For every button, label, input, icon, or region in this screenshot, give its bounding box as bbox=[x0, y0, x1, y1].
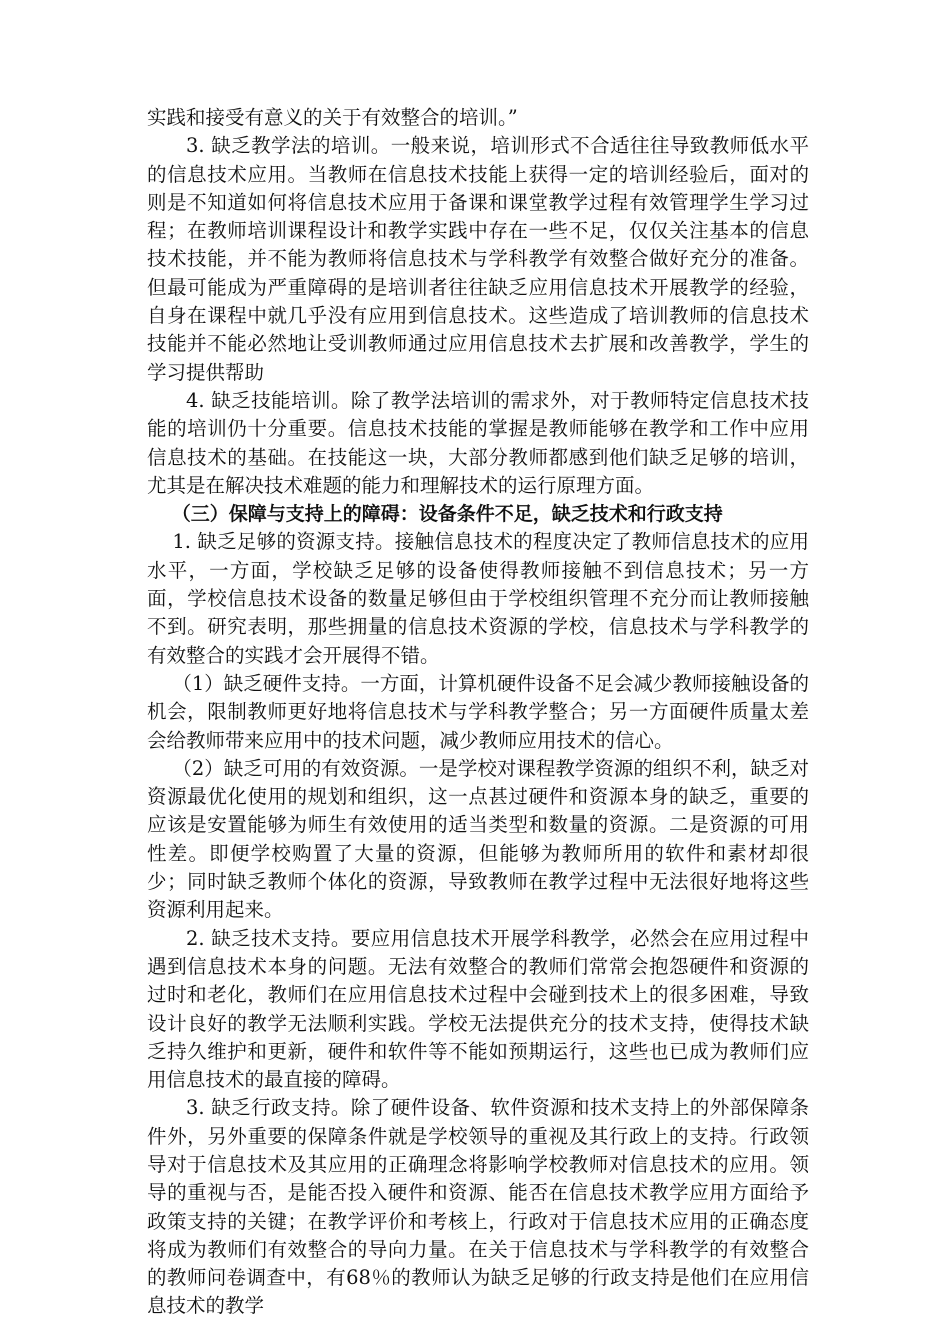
paragraph-continuation: 实践和接受有意义的关于有效整合的培训。” bbox=[147, 106, 518, 129]
paragraph-administrative-support: 3. 缺乏行政支持。除了硬件设备、软件资源和技术支持上的外部保障条件外，另外重要的保障条件就是学校领导的重视及其行政上的支持。行政领导对于信息技术及其应用的正确理念将影响学校教师对信息技术的应用。领导的重视与否，是能否投入硬件和资源、能否在信息技术教学应用方面给予政策支持的关键；在教学评价和考核上，行政对于信息技术应用的正确态度将成为教师们有效整合的导向力量。在关于信息技术与学科教学的有效整合的教师问卷调查中，有68％的教师认为缺乏足够的行政支持是他们在应用信息技术的教学 bbox=[147, 1096, 809, 1318]
paragraph-pedagogy-training: 3. 缺乏教学法的培训。一般来说，培训形式不合适往往导致教师低水平的信息技术应用。当教师在信息技术技能上获得一定的培训经验后，面对的则是不知道如何将信息技术应用于备课和课堂教学过程有效管理学生学习过程；在教师培训课程设计和教学实践中存在一些不足，仅仅关注基本的信息技术技能，并不能为教师将信息技术与学科教学有效整合做好充分的准备。但最可能成为严重障碍的是培训者往往缺乏应用信息技术开展教学的经验，自身在课程中就几乎没有应用到信息技术。这些造成了培训教师的信息技术技能并不能必然地让受训教师通过应用信息技术去扩展和改善教学，学生的学习提供帮助 bbox=[147, 134, 809, 384]
paragraph-resource-support: 1. 缺乏足够的资源支持。接触信息技术的程度决定了教师信息技术的应用水平，一方面，学校缺乏足够的设备使得教师接触不到信息技术；另一方面，学校信息技术设备的数量足够但由于学校组织管理不充分而让教师接触不到。研究表明，那些拥量的信息技术资源的学校，信息技术与学科教学的有效整合的实践才会开展得不错。 bbox=[147, 530, 809, 667]
paragraph-hardware-support: （1）缺乏硬件支持。一方面，计算机硬件设备不足会减少教师接触设备的机会，限制教师更好地将信息技术与学科教学整合；另一方面硬件质量太差会给教师带来应用中的技术问题，减少教师应用技术的信心。 bbox=[147, 671, 809, 752]
paragraph-technical-support: 2. 缺乏技术支持。要应用信息技术开展学科教学，必然会在应用过程中遇到信息技术本身的问题。无法有效整合的教师们常常会抱怨硬件和资源的过时和老化，教师们在应用信息技术过程中会碰到技术上的很多困难，导致设计良好的教学无法顺利实践。学校无法提供充分的技术支持，使得技术缺乏持久维护和更新，硬件和软件等不能如预期运行，这些也已成为教师们应用信息技术的最直接的障碍。 bbox=[147, 926, 809, 1092]
paragraph-skill-training: 4. 缺乏技能培训。除了教学法培训的需求外，对于教师特定信息技术技能的培训仍十分重要。信息技术技能的掌握是教师能够在教学和工作中应用信息技术的基础。在技能这一块，大部分教师都感到他们缺乏足够的培训，尤其是在解决技术难题的能力和理解技术的运行原理方面。 bbox=[147, 388, 809, 497]
section-heading: （三）保障与支持上的障碍：设备条件不足，缺乏技术和行政支持 bbox=[171, 503, 723, 526]
document-page bbox=[147, 104, 809, 1321]
paragraph-available-resources: （2）缺乏可用的有效资源。一是学校对课程教学资源的组织不利，缺乏对资源最优化使用的规划和组织，这一点甚过硬件和资源本身的缺乏，重要的应该是安置能够为师生有效使用的适当类型和数量的资源。二是资源的可用性差。即便学校购置了大量的资源，但能够为教师所用的软件和素材却很少；同时缺乏教师个体化的资源，导致教师在教学过程中无法很好地将这些资源利用起来。 bbox=[147, 756, 809, 922]
